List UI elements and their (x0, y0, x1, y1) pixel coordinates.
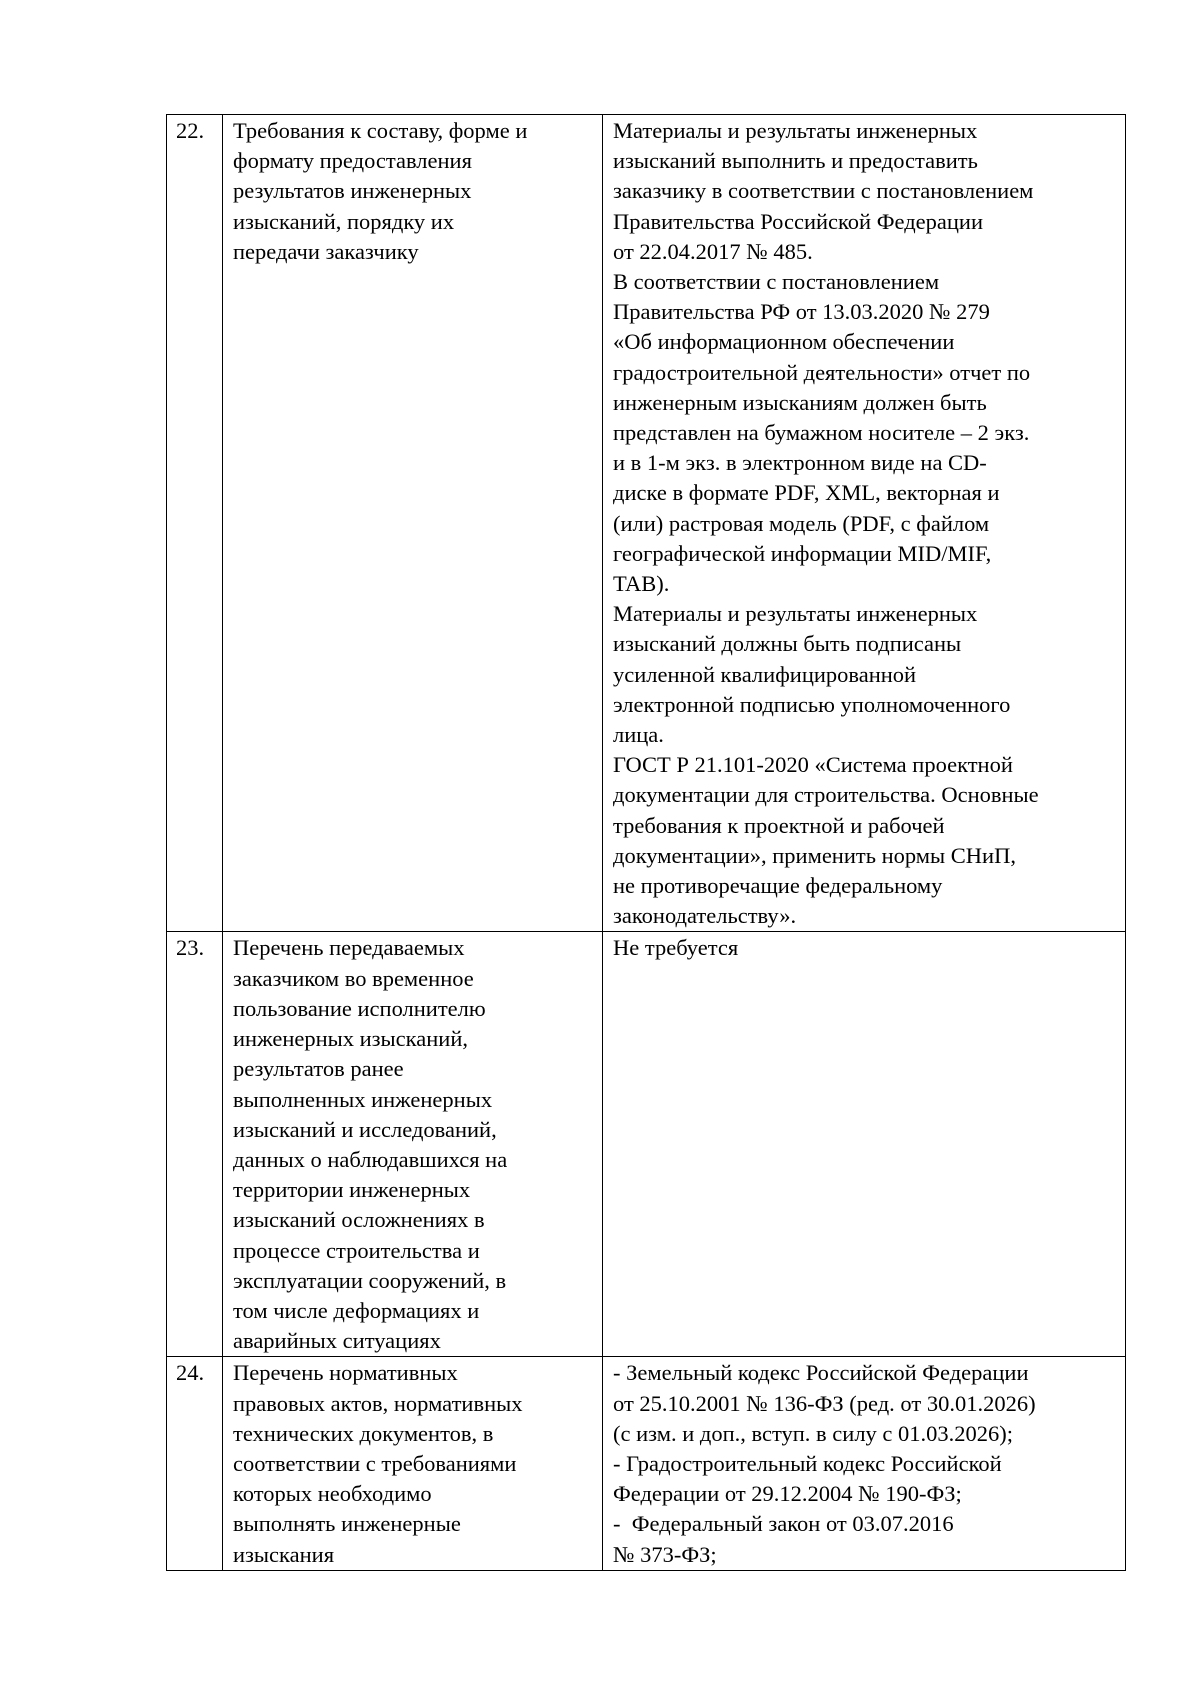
value-line: Не требуется (613, 935, 739, 961)
value-line: инженерным изысканиям должен быть (613, 389, 987, 415)
value-line: электронной подписью уполномоченного (613, 691, 1011, 717)
value-line: изысканий должны быть подписаны (613, 631, 962, 657)
row-value (603, 115, 1126, 932)
value-line: заказчику в соответствии с постановлением (613, 178, 1034, 204)
name-line: эксплуатации сооружений, в (233, 1267, 507, 1293)
name-line: результатов инженерных (233, 178, 472, 204)
name-line: изысканий осложнениях в (233, 1207, 485, 1233)
value-line: градостроительной деятельности» отчет по (613, 359, 1031, 385)
value-line: - Федеральный закон от 03.07.2016 (613, 1511, 954, 1537)
value-line: ГОСТ Р 21.101-2020 «Система проектной (613, 752, 1013, 778)
value-line: от 25.10.2001 № 136-ФЗ (ред. от 30.01.2026) (613, 1390, 1036, 1416)
value-line: усиленной квалифицированной (613, 661, 917, 687)
name-line: формату предоставления (233, 148, 472, 174)
name-line: соответствии с требованиями (233, 1450, 517, 1476)
requirements-table (166, 114, 1126, 1571)
name-line: правовых актов, нормативных (233, 1390, 523, 1416)
name-line: том числе деформациях и (233, 1297, 480, 1323)
value-line: и в 1-м экз. в электронном виде на CD- (613, 450, 987, 476)
value-line: Материалы и результаты инженерных (613, 601, 978, 627)
table-row-22 (167, 115, 1126, 932)
value-line: документации для строительства. Основные (613, 782, 1039, 808)
value-line: № 373-ФЗ; (613, 1541, 717, 1567)
name-line: пользование исполнителю (233, 995, 486, 1021)
value-line: Материалы и результаты инженерных (613, 118, 978, 143)
value-line: документации», применить нормы СНиП, (613, 842, 1016, 868)
value-line: - Земельный кодекс Российской Федерации (613, 1360, 1029, 1386)
name-line: технических документов, в (233, 1420, 494, 1446)
name-line: выполненных инженерных (233, 1086, 493, 1112)
row-value (603, 1357, 1126, 1570)
table-row-23 (167, 932, 1126, 1357)
name-line: изысканий и исследований, (233, 1116, 497, 1142)
value-line: изысканий выполнить и предоставить (613, 148, 978, 174)
value-line: законодательству». (613, 903, 797, 929)
value-line: Федерации от 29.12.2004 № 190-ФЗ; (613, 1481, 962, 1507)
name-line: передачи заказчику (233, 238, 419, 264)
row-number: 24. (167, 1357, 223, 1570)
value-line: (с изм. и доп., вступ. в силу с 01.03.2026); (613, 1420, 1014, 1446)
name-line: Перечень передаваемых (233, 935, 465, 961)
name-line: изыскания (233, 1541, 335, 1567)
row-value (603, 932, 1126, 1357)
value-line: требования к проектной и рабочей (613, 812, 945, 838)
table-row-24 (167, 1357, 1126, 1570)
name-line: данных о наблюдавшихся на (233, 1146, 508, 1172)
value-line: В соответствии с постановлением (613, 269, 940, 295)
name-line: территории инженерных (233, 1177, 471, 1203)
name-line: изысканий, порядку их (233, 208, 455, 234)
row-name (223, 932, 603, 1357)
value-line: - Градостроительный кодекс Российской (613, 1450, 1002, 1476)
value-line: «Об информационном обеспечении (613, 329, 955, 355)
row-number: 23. (167, 932, 223, 1357)
name-line: выполнять инженерные (233, 1511, 461, 1537)
name-line: заказчиком во временное (233, 965, 474, 991)
value-line: лица. (613, 722, 664, 748)
name-line: Требования к составу, форме и (233, 118, 528, 143)
row-name (223, 1357, 603, 1570)
name-line: Перечень нормативных (233, 1360, 458, 1386)
value-line: не противоречащие федеральному (613, 873, 943, 899)
name-line: которых необходимо (233, 1481, 432, 1507)
value-line: Правительства РФ от 13.03.2020 № 279 (613, 299, 990, 325)
name-line: инженерных изысканий, (233, 1026, 468, 1052)
row-number: 22. (167, 115, 223, 932)
value-line: географической информации MID/MIF, (613, 540, 992, 566)
value-line: (или) растровая модель (PDF, с файлом (613, 510, 990, 536)
value-line: от 22.04.2017 № 485. (613, 238, 813, 264)
value-line: TAB). (613, 571, 670, 597)
row-name (223, 115, 603, 932)
value-line: представлен на бумажном носителе – 2 экз. (613, 420, 1030, 446)
value-line: Правительства Российской Федерации (613, 208, 983, 234)
name-line: процессе строительства и (233, 1237, 480, 1263)
name-line: результатов ранее (233, 1056, 404, 1082)
name-line: аварийных ситуациях (233, 1328, 441, 1354)
value-line: диске в формате PDF, XML, векторная и (613, 480, 1000, 506)
